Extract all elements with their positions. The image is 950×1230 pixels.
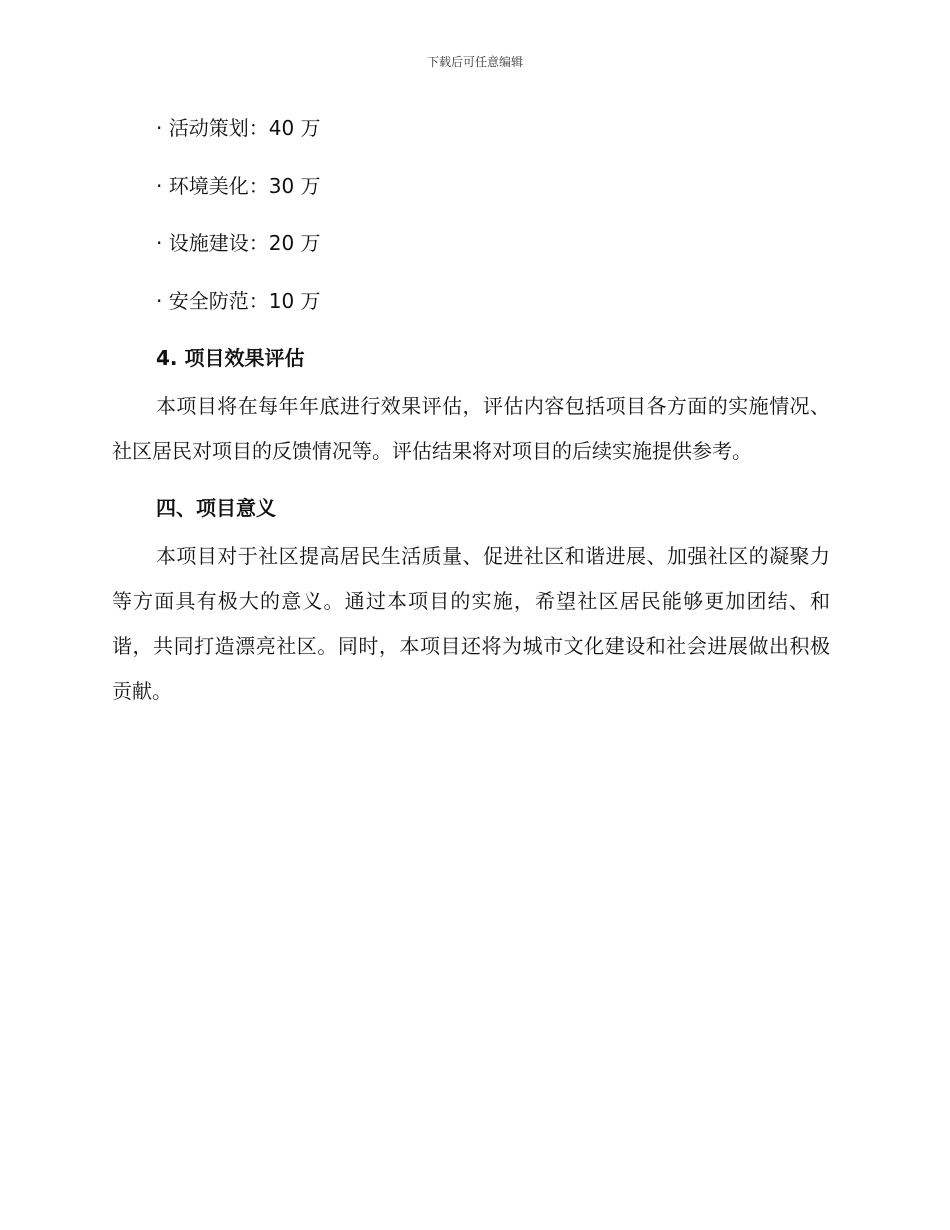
paragraph-evaluation: 本项目将在每年年底进行效果评估，评估内容包括项目各方面的实施情况、社区居民对项目的反馈情况等。评估结果将对项目的后续实施提供参考。 [112, 394, 830, 463]
budget-item-security: · 安全防范：10 万 [156, 288, 321, 313]
budget-item-facilities: · 设施建设：20 万 [156, 231, 321, 255]
section-heading-evaluation: 4. 项目效果评估 [156, 346, 305, 370]
paragraph-meaning: 本项目对于社区提高居民生活质量、促进社区和谐进展、加强社区的凝聚力等方面具有极大的意义。通过本项目的实施，希望社区居民能够更加团结、和谐，共同打造漂亮社区。同时，本项目还将为城市文化建设和社会进展做出积极贡献。 [112, 544, 830, 703]
page-header: 下载后可任意编辑 [426, 55, 523, 69]
budget-item-environment: · 环境美化：30 万 [156, 173, 321, 198]
budget-item-activity: · 活动策划：40 万 [156, 116, 321, 140]
budget-list [112, 112, 830, 317]
section-heading-meaning: 四、项目意义 [156, 496, 276, 520]
document-body [112, 112, 830, 714]
